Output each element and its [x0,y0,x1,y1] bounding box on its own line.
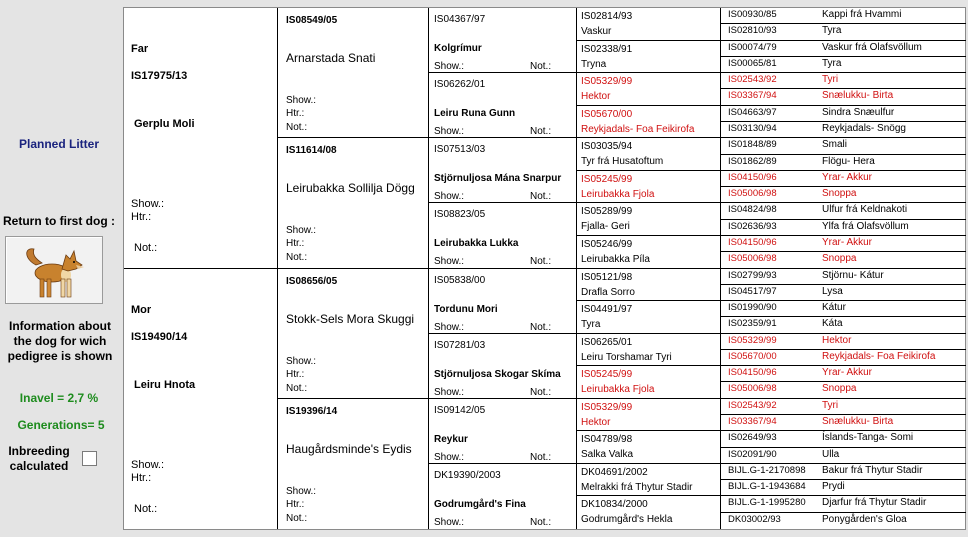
dog-name: Snoppa [822,383,857,395]
dog-name: Tyra [581,319,601,331]
dog-name: Stjörnuljosa Mána Snarpur [434,173,562,185]
dog-reg-number: IS09142/05 [434,404,486,416]
gen5-cell[interactable] [721,431,966,447]
dog-reg-number: IS04663/97 [728,106,777,118]
dog-name: Kolgrímur [434,43,482,54]
dog-name: Godrumgård's Hekla [581,514,673,526]
left-panel [0,0,122,537]
dog-reg-number: IS05006/98 [728,253,777,265]
dog-reg-number: IS02649/93 [728,432,777,444]
gen2-cell[interactable] [278,399,429,529]
gen3-cell[interactable] [429,269,577,334]
gen5-cell[interactable] [721,220,966,236]
dog-name: Tryna [581,58,607,70]
dog-name: Arnarstada Snati [286,51,376,65]
dog-reg-number: IS03035/94 [581,141,633,153]
gen5-cell[interactable] [721,399,966,415]
dog-name: Gerplu Moli [134,118,195,130]
dog-name: Prydi [822,481,845,493]
dog-name: Leirubakka Fjola [581,384,655,396]
dog-reg-number: IS08823/05 [434,209,486,221]
gen4-cell[interactable] [577,73,721,106]
dog-reg-number: IS06262/01 [434,79,486,91]
dog-name: Tyr frá Husatoftum [581,156,664,168]
dog-reg-number: IS04824/98 [728,204,777,216]
not-label: Not.: [530,61,552,72]
dog-name: Leiru Torshamar Tyri [581,351,672,363]
dog-name: Ponygården's Gloa [822,513,907,525]
dog-name: Bakur frá Thytur Stadir [822,464,923,476]
gen5-cell[interactable] [721,252,966,268]
gen4-cell[interactable] [577,464,721,497]
show-label: Show.: [434,126,465,138]
gen3-cell[interactable] [429,399,577,464]
dog-name: Stjörnuljosa Skogar Skíma [434,368,561,380]
dog-reg-number: IS04491/97 [581,304,633,316]
dog-reg-number: IS08656/05 [286,275,338,287]
gen2-cell[interactable] [278,269,429,399]
dog-reg-number: IS05245/99 [581,173,633,185]
gen5-cell[interactable] [721,89,966,105]
dog-name: Tyra [822,57,842,69]
not-label: Not.: [530,126,552,138]
dog-name: Leiru Runa Gunn [434,108,516,120]
dog-reg-number: IS05670/00 [581,108,633,120]
not-label: Not.: [286,252,308,264]
dog-reg-number: IS07513/03 [434,144,486,156]
inbreeding-checkbox[interactable] [82,451,97,466]
dog-reg-number: BIJL.G-1-2170898 [728,464,806,476]
dog-reg-number: IS05121/98 [581,271,633,283]
gen5-cell[interactable] [721,122,966,138]
show-label: Show.: [286,355,317,367]
gen4-cell[interactable] [577,301,721,334]
show-label: Show.: [434,516,465,528]
not-label: Not.: [530,386,552,398]
not-label: Not.: [286,122,308,133]
gen5-cell[interactable] [721,464,966,480]
gen5-cell[interactable] [721,301,966,317]
dog-reg-number: IS02091/90 [728,448,777,460]
dog-name: Yrar- Akkur [822,367,873,379]
dog-reg-number: IS04150/96 [728,236,777,248]
dog-reg-number: IS02799/93 [728,269,777,281]
dog-icon [6,237,102,303]
gen4-cell[interactable] [577,138,721,171]
show-label: Show.: [286,225,317,237]
gen5-cell[interactable] [721,57,966,73]
dog-name: Hektor [822,334,852,346]
show-label: Show.: [434,256,465,268]
dog-reg-number: IS01990/90 [728,302,777,314]
dog-reg-number: IS05006/98 [728,188,777,200]
dog-name: Fjalla- Geri [581,221,630,233]
dog-reg-number: IS08549/05 [286,15,338,26]
dog-reg-number: IS02810/93 [728,25,777,37]
not-label: Not.: [530,256,552,268]
dog-reg-number: IS19396/14 [286,405,338,417]
gen5-cell[interactable] [721,415,966,431]
dog-name: Tordunu Mori [434,303,498,315]
dog-reg-number: IS00930/85 [728,9,777,20]
dog-name: Ulfur frá Keldnakoti [822,204,908,216]
dog-name: Sindra Snæulfur [822,106,895,118]
gen4-cell[interactable] [577,496,721,529]
dog-name: Flögu- Hera [822,155,875,167]
show-label: Show.: [286,95,317,106]
dog-name: Snælukku- Birta [822,90,894,102]
return-to-first-dog-button[interactable] [5,236,103,304]
gen5-cell[interactable] [721,24,966,40]
gen5-cell[interactable] [721,203,966,219]
dog-reg-number: IS02636/93 [728,220,777,232]
gen5-cell[interactable] [721,285,966,301]
planned-litter-link[interactable]: Planned Litter [18,137,99,151]
dog-reg-number: IS04367/97 [434,14,486,25]
dog-name: Snoppa [822,253,857,265]
not-label: Not.: [530,191,552,203]
gen4-cell[interactable] [577,431,721,464]
dog-name: Stjörnu- Kátur [822,269,884,281]
info-text: Information about the dog for wich pedigree is shown [7,319,113,363]
dog-name: Snoppa [822,188,857,200]
gen5-cell[interactable] [721,73,966,89]
gen3-cell[interactable] [429,334,577,399]
show-label: Show.: [131,458,165,471]
gen5-cell[interactable] [721,269,966,285]
dog-name: Vaskur frá Olafsvöllum [822,41,922,53]
not-label: Not.: [530,516,552,528]
gen5-cell[interactable] [721,334,966,350]
gen3-cell[interactable] [429,73,577,138]
dog-name: Yrar- Akkur [822,236,873,248]
dog-reg-number: IS03367/94 [728,416,777,428]
dog-reg-number: IS04517/97 [728,285,777,297]
not-label: Not.: [530,451,552,463]
dog-reg-number: IS05838/00 [434,274,486,286]
gen5-cell[interactable] [721,382,966,398]
not-label: Not.: [134,502,158,515]
dog-name: Leiru Hnota [134,378,196,391]
dog-role: Far [131,43,149,55]
gen1-cell[interactable] [124,8,278,269]
dog-name: Tyra [822,25,842,37]
dog-name: Hektor [581,416,611,428]
dog-name: Reykjadals- Snögg [822,122,906,134]
htr-label: Htr.: [286,108,305,119]
dog-name: Ulla [822,448,840,460]
inbreeding-label: Inbreeding calculated [8,444,70,473]
dog-name: Íslands-Tanga- Somi [822,432,914,444]
dog-name: Snælukku- Birta [822,416,894,428]
gen2-cell[interactable] [278,8,429,138]
dog-name: Leirubakka Lukka [434,238,519,250]
generations-count: Generations= 5 [17,418,105,432]
gen5-cell[interactable] [721,317,966,333]
gen5-cell[interactable] [721,106,966,122]
htr-label: Htr.: [286,238,305,250]
dog-name: Reykjadals- Foa Feikirofa [822,350,936,362]
dog-name: Salka Valka [581,449,634,461]
show-label: Show.: [434,321,465,333]
htr-label: Htr.: [286,368,305,380]
inbreeding-coefficient: Inavel = 2,7 % [19,391,99,405]
gen4-cell[interactable] [577,41,721,74]
gen5-cell[interactable] [721,366,966,382]
gen5-cell[interactable] [721,155,966,171]
dog-reg-number: IS04150/96 [728,171,777,183]
dog-reg-number: IS05329/99 [728,334,777,346]
dog-name: Tyri [822,399,839,411]
gen4-cell[interactable] [577,203,721,236]
gen3-cell[interactable] [429,464,577,529]
dog-reg-number: IS19490/14 [131,330,188,343]
dog-reg-number: IS02338/91 [581,43,633,55]
dog-name: Smali [822,139,848,151]
dog-reg-number: BIJL.G-1-1995280 [728,497,806,509]
dog-reg-number: IS03367/94 [728,90,777,102]
gen3-cell[interactable] [429,8,577,73]
dog-name: Yrar- Akkur [822,171,873,183]
dog-reg-number: IS04150/96 [728,367,777,379]
dog-name: Leirubakka Sollilja Dögg [286,181,415,196]
dog-name: Kappi frá Hvammi [822,9,902,20]
dog-reg-number: IS06265/01 [581,336,633,348]
dog-reg-number: IS01848/89 [728,139,777,151]
dog-name: Kátur [822,302,846,314]
dog-reg-number: DK04691/2002 [581,466,648,478]
dog-reg-number: IS00074/79 [728,41,777,53]
gen5-cell[interactable] [721,496,966,512]
dog-name: Lysa [822,285,843,297]
dog-name: Reykur [434,433,468,445]
show-label: Show.: [434,61,465,72]
dog-name: Drafla Sorro [581,286,635,298]
gen5-cell[interactable] [721,448,966,464]
htr-label: Htr.: [131,211,152,223]
dog-reg-number: IS03130/94 [728,122,777,134]
dog-name: Djarfur frá Thytur Stadir [822,497,927,509]
dog-reg-number: IS02543/92 [728,74,777,86]
gen4-cell[interactable] [577,269,721,302]
show-label: Show.: [434,386,465,398]
dog-reg-number: IS01862/89 [728,155,777,167]
dog-reg-number: IS05245/99 [581,369,633,381]
gen5-cell[interactable] [721,41,966,57]
dog-reg-number: IS04789/98 [581,434,633,446]
gen4-cell[interactable] [577,236,721,269]
dog-name: Vaskur [581,26,612,37]
dog-reg-number: DK10834/2000 [581,499,648,511]
dog-reg-number: IS02543/92 [728,399,777,411]
gen5-cell[interactable] [721,236,966,252]
dog-name: Godrumgård's Fina [434,498,526,510]
gen4-cell[interactable] [577,399,721,432]
gen5-cell[interactable] [721,187,966,203]
return-label: Return to first dog : [3,214,115,228]
gen5-cell[interactable] [721,138,966,154]
not-label: Not.: [286,512,308,524]
htr-label: Htr.: [131,471,152,484]
gen1-cell[interactable] [124,269,278,530]
show-label: Show.: [434,191,465,203]
gen4-cell[interactable] [577,334,721,367]
dog-reg-number: IS00065/81 [728,57,777,69]
gen4-cell[interactable] [577,106,721,139]
dog-reg-number: IS05329/99 [581,401,633,413]
dog-name: Ylfa frá Olafsvöllum [822,220,909,232]
dog-reg-number: DK03002/93 [728,513,781,525]
gen5-cell[interactable] [721,350,966,366]
not-label: Not.: [286,382,308,394]
dog-name: Leirubakka Píla [581,253,650,265]
gen3-cell[interactable] [429,138,577,203]
dog-reg-number: IS05006/98 [728,383,777,395]
gen5-cell[interactable] [721,8,966,24]
htr-label: Htr.: [286,498,305,510]
dog-name: Haugårdsminde's Eydis [286,441,412,456]
dog-reg-number: IS05289/99 [581,206,633,218]
dog-name: Stokk-Sels Mora Skuggi [286,311,415,326]
dog-reg-number: IS05329/99 [581,76,633,88]
not-label: Not.: [530,321,552,333]
gen5-cell[interactable] [721,513,966,529]
gen4-cell[interactable] [577,366,721,399]
dog-reg-number: IS11614/08 [286,145,337,157]
dog-name: Reykjadals- Foa Feikirofa [581,123,695,135]
show-label: Show.: [131,198,165,210]
dog-name: Melrakki frá Thytur Stadir [581,481,693,493]
dog-reg-number: IS05246/99 [581,238,633,250]
gen5-cell[interactable] [721,171,966,187]
gen3-cell[interactable] [429,203,577,268]
pedigree-table [123,7,966,530]
show-label: Show.: [434,451,465,463]
gen4-cell[interactable] [577,171,721,204]
gen5-cell[interactable] [721,480,966,496]
dog-reg-number: IS02359/91 [728,318,777,330]
dog-reg-number: IS07281/03 [434,339,486,351]
dog-reg-number: IS05670/00 [728,350,777,362]
dog-role: Mor [131,303,152,316]
dog-name: Hektor [581,91,611,103]
dog-name: Káta [822,318,843,330]
dog-name: Tyri [822,74,839,86]
dog-reg-number: BIJL.G-1-1943684 [728,481,806,493]
dog-reg-number: IS17975/13 [131,70,188,82]
show-label: Show.: [286,485,317,497]
gen2-cell[interactable] [278,138,429,268]
dog-reg-number: IS02814/93 [581,11,633,22]
dog-reg-number: DK19390/2003 [434,469,501,481]
gen4-cell[interactable] [577,8,721,41]
dog-name: Leirubakka Fjola [581,188,655,200]
not-label: Not.: [134,242,158,254]
